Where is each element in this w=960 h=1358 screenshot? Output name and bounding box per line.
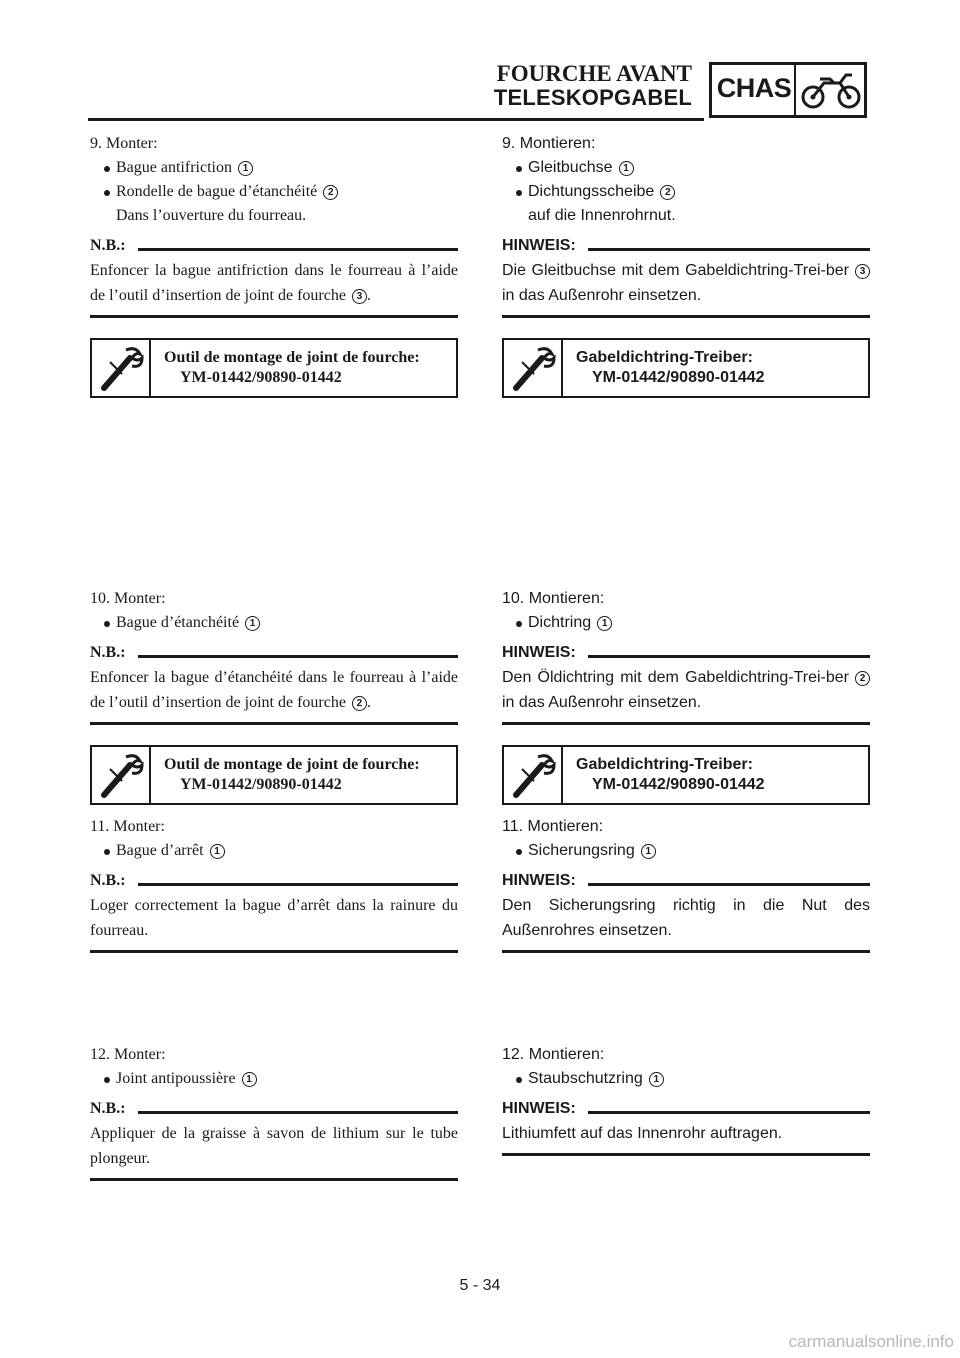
tool-description: Outil de montage de joint de fourche: YM-01442/90890-01442 xyxy=(164,756,420,793)
note-text: Den Öldichtring mit dem Gabeldichtring-Trei-ber 2 in das Außenrohr einsetzen. xyxy=(502,665,870,715)
callout-number: 1 xyxy=(245,616,260,631)
note-header: HINWEIS: xyxy=(502,236,870,256)
note-text: Loger correctement la bague d’arrêt dans la rainure du fourreau. xyxy=(90,897,458,939)
list-item: Bague antifriction 1 xyxy=(90,156,458,180)
list-item: auf die Innenrohrnut. xyxy=(528,207,676,224)
callout-number: 2 xyxy=(323,185,338,200)
note-end-rule xyxy=(90,315,458,318)
special-tool-box xyxy=(502,745,870,805)
list-item: Rondelle de bague d’étanchéité 2 xyxy=(90,180,458,204)
list-item: Bague d’étanchéité 1 xyxy=(90,611,458,635)
note-end-rule xyxy=(90,1178,458,1181)
wrench-icon xyxy=(504,340,563,396)
de-step-10 xyxy=(502,587,870,805)
special-tool-box xyxy=(90,745,458,805)
list-item: Joint antipoussière 1 xyxy=(90,1067,458,1091)
motorcycle-icon xyxy=(800,71,862,111)
note-end-rule xyxy=(502,950,870,953)
wrench-icon xyxy=(92,340,151,396)
list-item: Dichtungsscheibe 2 xyxy=(502,180,870,204)
tool-part-number: YM-01442/90890-01442 xyxy=(592,369,765,386)
note-text: Appliquer de la graisse à savon de lithium sur le tube plongeur. xyxy=(90,1125,458,1167)
list-item: Dans l’ouverture du fourreau. xyxy=(116,207,307,224)
list-item: Dichtring 1 xyxy=(502,611,870,635)
note-header: N.B.: xyxy=(90,871,458,891)
note-text: Den Sicherungsring richtig in die Nut des Außenrohres einsetzen. xyxy=(502,897,870,939)
tool-part-number: YM-01442/90890-01442 xyxy=(180,776,342,793)
tool-description: Gabeldichtring-Treiber: YM-01442/90890-01442 xyxy=(576,349,765,386)
de-step-11-title: 11. Montieren: xyxy=(502,818,604,835)
callout-number: 1 xyxy=(641,844,656,859)
special-tool-box xyxy=(502,338,870,398)
note-text: Enfoncer la bague antifriction dans le fourreau à l’aide de l’outil d’insertion de joint de fourche 3 . xyxy=(90,262,458,304)
callout-number: 1 xyxy=(649,1072,664,1087)
note-end-rule xyxy=(502,722,870,725)
fr-step-9-title: 9. Monter: xyxy=(90,135,158,152)
list-item: Gleitbuchse 1 xyxy=(502,156,870,180)
note-end-rule xyxy=(502,315,870,318)
fr-step-10-title: 10. Monter: xyxy=(90,590,166,607)
chassis-badge xyxy=(709,62,867,118)
de-step-12-title: 12. Montieren: xyxy=(502,1046,605,1063)
de-step-11 xyxy=(502,815,870,953)
de-step-9 xyxy=(502,132,870,398)
note-end-rule xyxy=(90,722,458,725)
header-rule xyxy=(88,118,704,121)
callout-number: 1 xyxy=(210,844,225,859)
tool-part-number: YM-01442/90890-01442 xyxy=(180,369,342,386)
fr-step-11 xyxy=(90,815,458,953)
note-header: HINWEIS: xyxy=(502,871,870,891)
note-text: Enfoncer la bague d’étanchéité dans le fourreau à l’aide de l’outil d’insertion de joint de fourche 2 . xyxy=(90,669,458,711)
callout-number: 2 xyxy=(660,185,675,200)
wrench-icon xyxy=(504,747,563,803)
list-item: Sicherungsring 1 xyxy=(502,839,870,863)
list-item: Bague d’arrêt 1 xyxy=(90,839,458,863)
page-number: 5 - 34 xyxy=(459,1277,501,1294)
callout-number: 1 xyxy=(597,616,612,631)
note-text: Lithiumfett auf das Innenrohr auftragen. xyxy=(502,1125,783,1142)
note-text: Die Gleitbuchse mit dem Gabeldichtring-Trei-ber 3 in das Außenrohr einsetzen. xyxy=(502,258,870,308)
de-step-10-title: 10. Montieren: xyxy=(502,590,605,607)
tool-description: Outil de montage de joint de fourche: YM-01442/90890-01442 xyxy=(164,349,420,386)
note-header: N.B.: xyxy=(90,1099,458,1119)
note-header: N.B.: xyxy=(90,236,458,256)
tool-part-number: YM-01442/90890-01442 xyxy=(592,776,765,793)
note-end-rule xyxy=(90,950,458,953)
badge-divider xyxy=(794,65,796,115)
wrench-icon xyxy=(92,747,151,803)
fr-step-12-title: 12. Monter: xyxy=(90,1046,166,1063)
section-title-de: TELESKOPGABEL xyxy=(493,85,692,110)
tool-description: Gabeldichtring-Treiber: YM-01442/90890-01442 xyxy=(576,756,765,793)
note-end-rule xyxy=(502,1153,870,1156)
chassis-badge-label: CHAS xyxy=(716,73,792,103)
note-header: HINWEIS: xyxy=(502,1099,870,1119)
de-step-9-title: 9. Montieren: xyxy=(502,135,596,152)
note-header: HINWEIS: xyxy=(502,643,870,663)
callout-number: 1 xyxy=(238,161,253,176)
callout-number: 1 xyxy=(619,161,634,176)
fr-step-11-title: 11. Monter: xyxy=(90,818,165,835)
fr-step-12 xyxy=(90,1043,458,1181)
section-title-fr: FOURCHE AVANT xyxy=(496,61,692,86)
note-header: N.B.: xyxy=(90,643,458,663)
callout-number: 1 xyxy=(242,1072,257,1087)
special-tool-box xyxy=(90,338,458,398)
fr-step-10 xyxy=(90,587,458,805)
watermark: carmanualsonline.info xyxy=(788,1332,954,1351)
list-item: Staubschutzring 1 xyxy=(502,1067,870,1091)
fr-step-9 xyxy=(90,132,458,398)
de-step-12 xyxy=(502,1043,870,1156)
